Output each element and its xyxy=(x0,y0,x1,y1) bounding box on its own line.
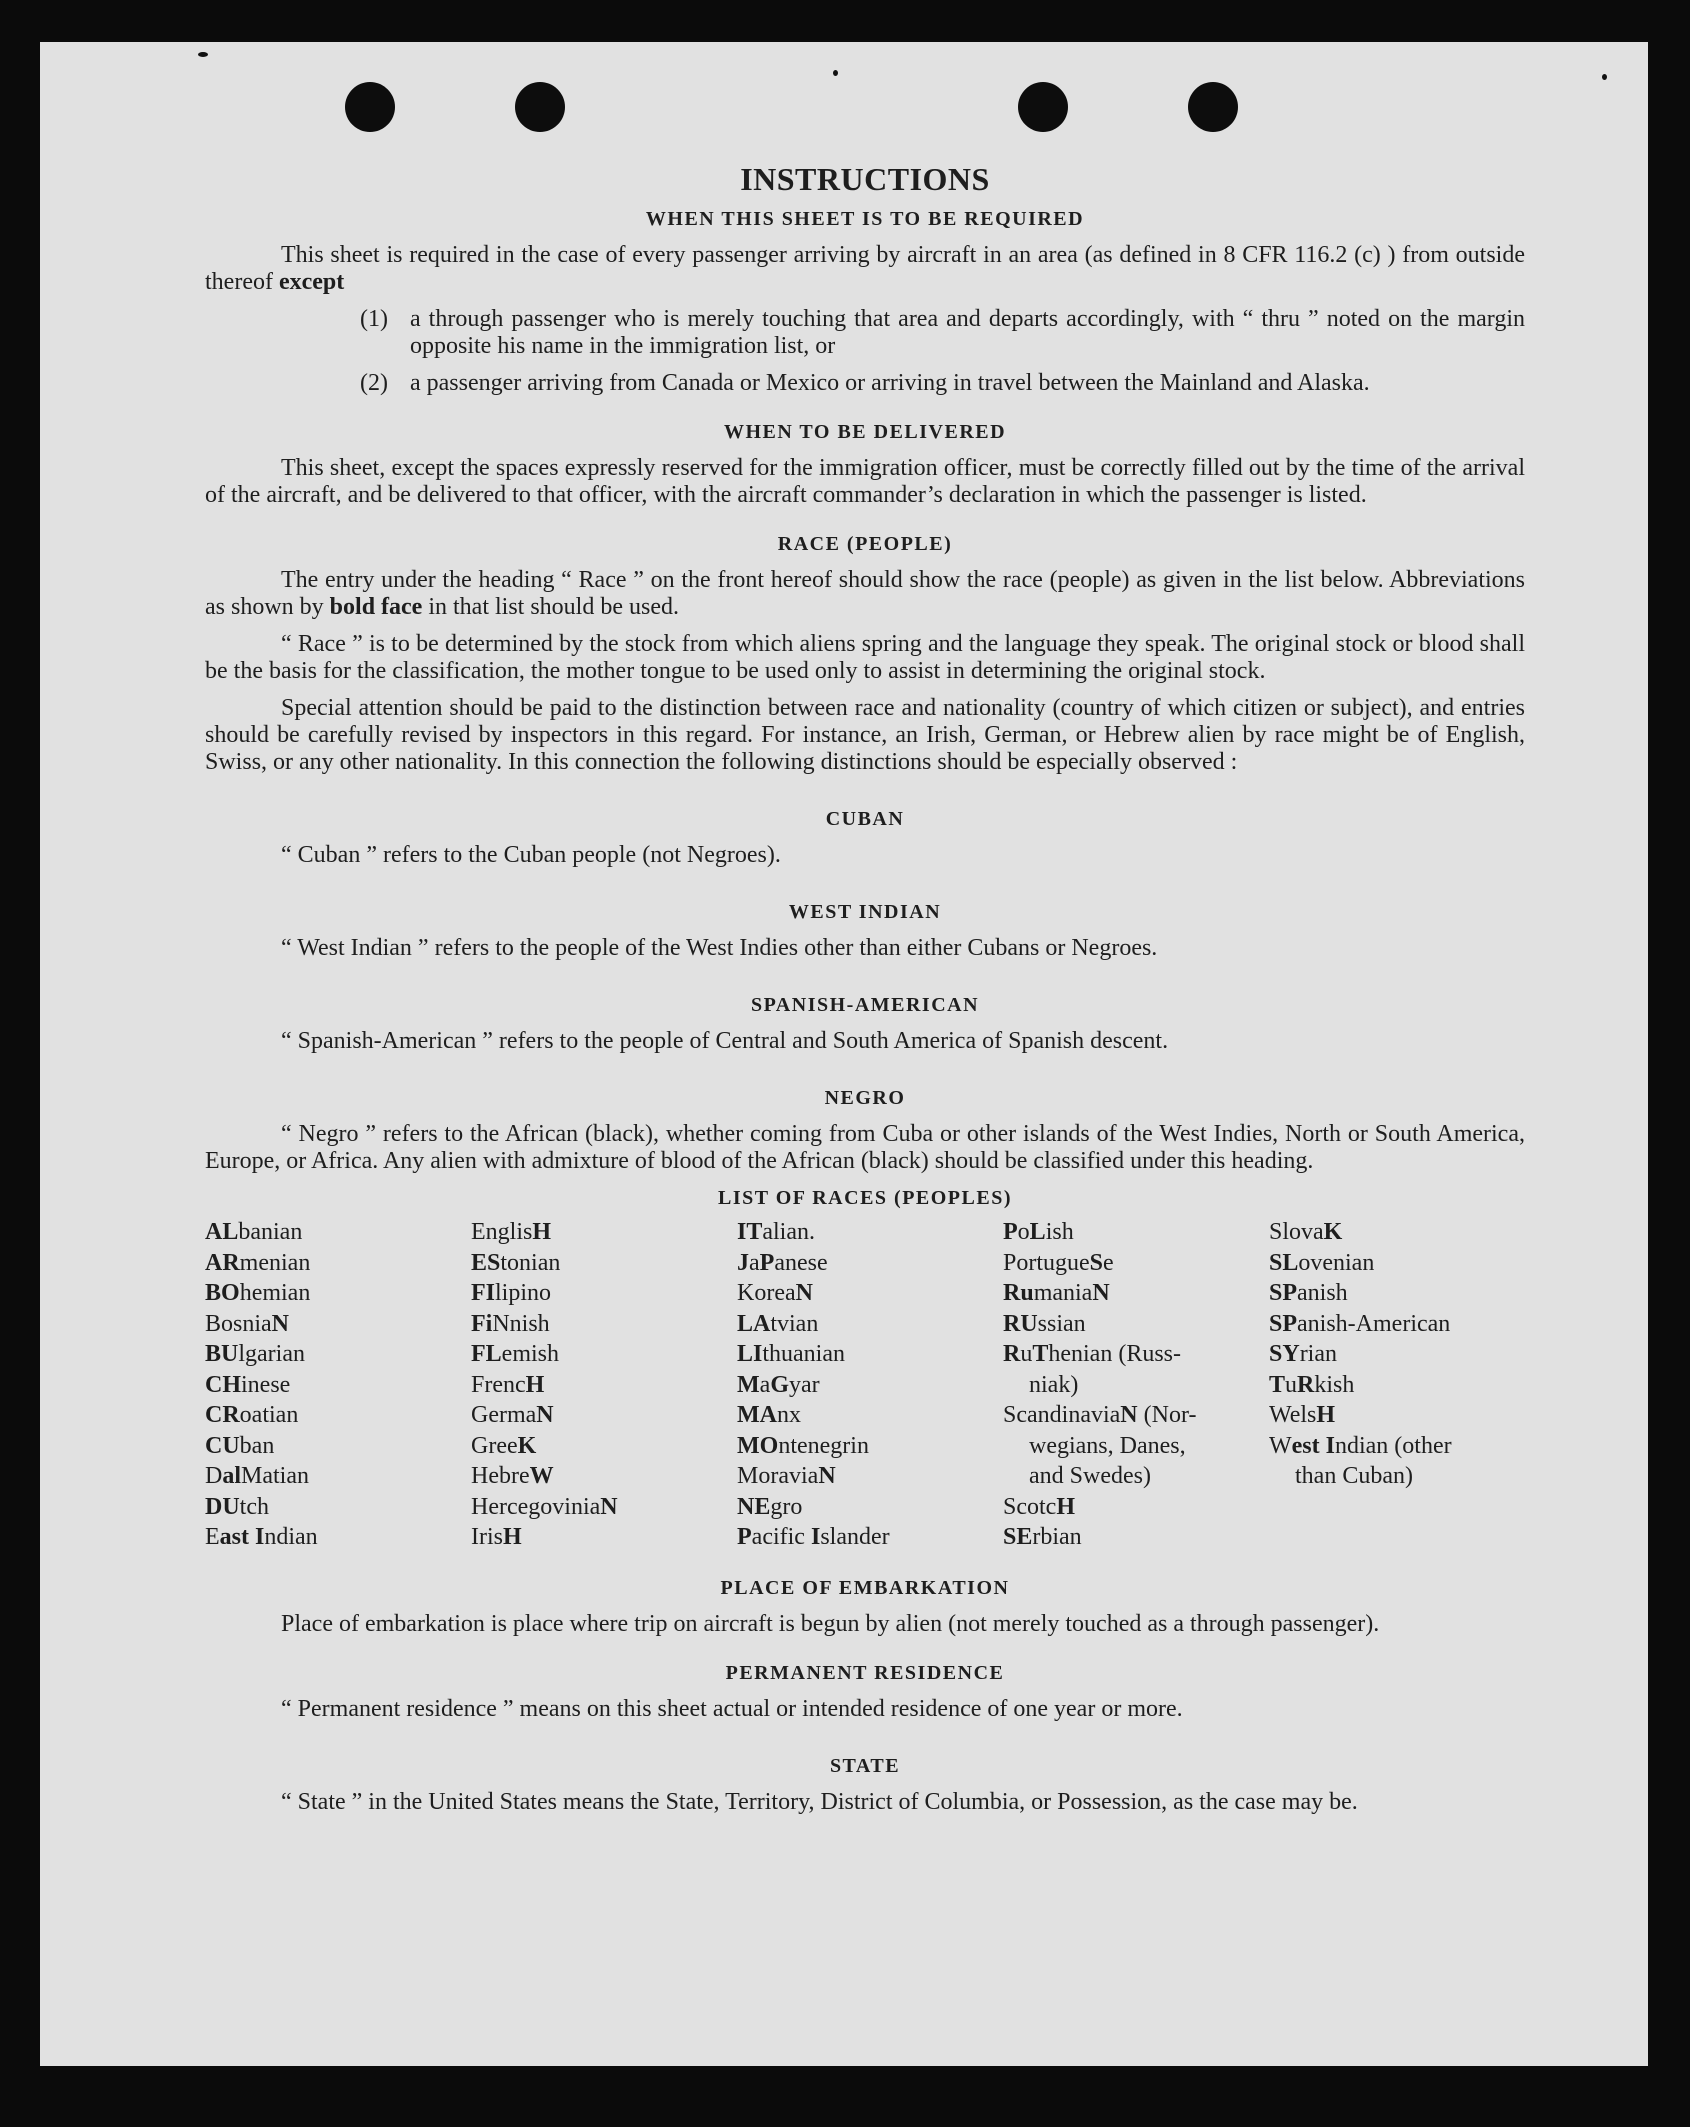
embarkation-definition: Place of embarkation is place where trip on aircraft is begun by alien (not merely touched as a through passenger). xyxy=(281,1610,1380,1637)
race-entry: CUban xyxy=(205,1432,275,1459)
exception-item: (1) a through passenger who is merely touching that area and departs accordingly, with “ thru ” noted on the margin opposite his name in the immigration list, or xyxy=(360,306,1525,359)
section-heading-race: RACE (PEOPLE) xyxy=(777,533,953,555)
race-entry: and Swedes) xyxy=(1029,1463,1151,1489)
race-entry: RuThenian (Russ- xyxy=(1003,1341,1182,1367)
race-entry: ALbanian xyxy=(205,1219,303,1245)
delivered-paragraph: This sheet, except the spaces expressly reserved for the immigration officer, must be correctly filled out by the time of the arrival of the aircraft, and be delivered to that officer, with the aircraft commander’s declaration in which the passenger is listed. xyxy=(205,455,1525,508)
section-heading-state: STATE xyxy=(829,1754,901,1777)
section-heading-residence: PERMANENT RESIDENCE xyxy=(725,1661,1005,1684)
race-entry: JaPanese xyxy=(737,1249,828,1276)
section-heading-west-indian: WEST INDIAN xyxy=(788,901,942,923)
race-entry: ScotcH xyxy=(1003,1493,1075,1520)
required-paragraph: This sheet is required in the case of every passenger arriving by aircraft in an area (as defined in 8 CFR 116.2 (c) ) from outside thereof except xyxy=(205,242,1525,295)
section-heading-required: WHEN THIS SHEET IS TO BE REQUIRED xyxy=(645,208,1085,230)
race-entry: SPanish xyxy=(1269,1280,1348,1306)
race-entry: GermaN xyxy=(471,1402,554,1428)
race-entry: ScandinaviaN (Nor- xyxy=(1003,1402,1197,1428)
section-heading-negro: NEGRO xyxy=(824,1087,906,1109)
race-entry: EnglisH xyxy=(471,1219,552,1245)
race-entry: MaGyar xyxy=(737,1371,820,1398)
race-entry: HebreW xyxy=(471,1463,554,1489)
punch-hole xyxy=(515,82,565,132)
punch-hole xyxy=(1188,82,1238,132)
race-entry: SErbian xyxy=(1003,1524,1082,1550)
race-entry: niak) xyxy=(1029,1371,1079,1398)
race-entry: FLemish xyxy=(471,1341,559,1367)
race-entry: RUssian xyxy=(1003,1310,1086,1337)
state-definition: “ State ” in the United States means the State, Territory, District of Columbia, or Possession, as the case may be. xyxy=(281,1788,1358,1815)
race-entry: HercegoviniaN xyxy=(471,1493,618,1520)
residence-definition: “ Permanent residence ” means on this sheet actual or intended residence of one year or more. xyxy=(281,1695,1183,1722)
section-heading-embarkation: PLACE OF EMBARKATION xyxy=(720,1576,1010,1599)
speck xyxy=(1602,74,1607,80)
race-entry: DalMatian xyxy=(205,1463,309,1489)
punch-hole xyxy=(345,82,395,132)
race-entry: MOntenegrin xyxy=(737,1432,869,1459)
cuban-definition: “ Cuban ” refers to the Cuban people (not Negroes). xyxy=(281,842,781,868)
spanish-american-definition: “ Spanish-American ” refers to the people of Central and South America of Spanish descent. xyxy=(281,1028,1169,1054)
races-column xyxy=(1269,1217,1535,1553)
exception-item: (2) a passenger arriving from Canada or Mexico or arriving in travel between the Mainland and Alaska. xyxy=(360,370,1370,396)
race-entry: FiNnish xyxy=(471,1310,550,1337)
race-entry: DUtch xyxy=(205,1493,269,1520)
instructions-text xyxy=(205,160,1525,1816)
race-entry: SLovenian xyxy=(1269,1249,1375,1276)
race-entry: GreeK xyxy=(471,1432,537,1459)
race-entry: EStonian xyxy=(471,1249,561,1276)
race-entry: East Indian xyxy=(205,1524,318,1550)
race-entry: PoLish xyxy=(1003,1219,1074,1245)
race-entry: MAnx xyxy=(737,1402,801,1428)
races-column xyxy=(737,1217,1003,1553)
race-entry: ITalian. xyxy=(737,1219,815,1245)
speck xyxy=(833,70,838,76)
race-entry: SYrian xyxy=(1269,1341,1337,1367)
race-entry: West Indian (other xyxy=(1269,1432,1452,1459)
race-entry: PortugueSe xyxy=(1003,1249,1114,1276)
race-entry: CRoatian xyxy=(205,1402,299,1428)
race-entry: RumaniaN xyxy=(1003,1280,1110,1306)
negro-definition: “ Negro ” refers to the African (black), whether coming from Cuba or other islands of the West Indies, North or South America, Europe, or Africa. Any alien with admixture of blood of the African (black) should be classified under this heading. xyxy=(205,1121,1525,1174)
race-entry: FrencH xyxy=(471,1371,545,1398)
page-title: INSTRUCTIONS xyxy=(740,161,990,197)
section-heading-spanish-american: SPANISH-AMERICAN xyxy=(750,994,980,1016)
document-sheet xyxy=(40,42,1648,2066)
race-paragraph: “ Race ” is to be determined by the stock from which aliens spring and the language they speak. The original stock or blood shall be the basis for the classification, the mother tongue to be used only to assist in determining the original stock. xyxy=(205,631,1525,684)
races-column xyxy=(205,1217,471,1553)
race-paragraph: The entry under the heading “ Race ” on the front hereof should show the race (people) as given in the list below. Abbreviations as shown by bold face in that list should be used. xyxy=(205,567,1525,620)
races-column xyxy=(1003,1217,1269,1553)
race-entry: SlovaK xyxy=(1269,1219,1343,1245)
race-entry: LAtvian xyxy=(737,1310,819,1337)
race-entry: MoraviaN xyxy=(737,1463,836,1489)
race-entry: Pacific Islander xyxy=(737,1524,890,1550)
races-column xyxy=(471,1217,737,1553)
race-entry: KoreaN xyxy=(737,1280,813,1306)
races-list xyxy=(205,1217,1525,1553)
race-entry: LIthuanian xyxy=(737,1341,845,1367)
race-entry: TuRkish xyxy=(1269,1371,1355,1398)
race-entry: WelsH xyxy=(1269,1402,1336,1428)
race-entry: BUlgarian xyxy=(205,1341,305,1367)
west-indian-definition: “ West Indian ” refers to the people of the West Indies other than either Cubans or Negroes. xyxy=(281,935,1158,961)
speck xyxy=(198,52,208,57)
race-entry: than Cuban) xyxy=(1295,1463,1413,1489)
section-heading-races: LIST OF RACES (PEOPLES) xyxy=(717,1187,1012,1209)
race-entry: BOhemian xyxy=(205,1280,311,1306)
race-entry: BosniaN xyxy=(205,1310,290,1337)
punch-hole xyxy=(1018,82,1068,132)
race-entry: FIlipino xyxy=(471,1280,552,1306)
section-heading-cuban: CUBAN xyxy=(825,808,905,830)
race-entry: CHinese xyxy=(205,1371,291,1398)
race-entry: SPanish-American xyxy=(1269,1310,1451,1337)
race-paragraph: Special attention should be paid to the distinction between race and nationality (country of which citizen or subject), and entries should be carefully revised by inspectors in this regard. For instance, an Irish, German, or Hebrew alien by race might be of English, Swiss, or any other nationality. In this connection the following distinctions should be especially observed : xyxy=(205,695,1525,775)
race-entry: ARmenian xyxy=(205,1249,311,1276)
race-entry: IrisH xyxy=(471,1524,522,1550)
race-entry: NEgro xyxy=(737,1493,803,1520)
section-heading-delivered: WHEN TO BE DELIVERED xyxy=(723,421,1007,443)
race-entry: wegians, Danes, xyxy=(1029,1432,1186,1459)
